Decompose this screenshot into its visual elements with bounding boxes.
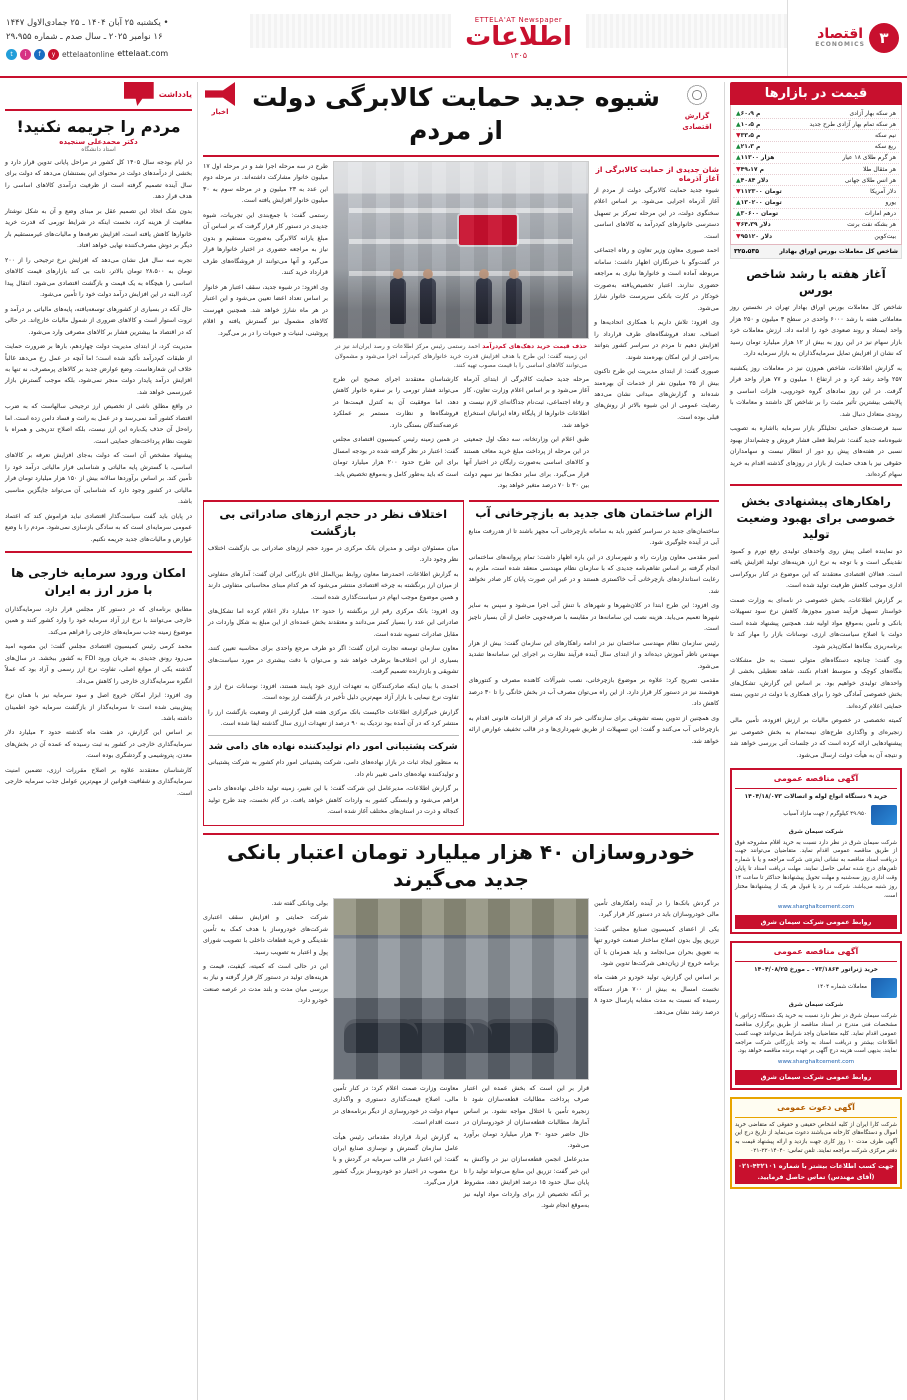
price-label: هر سکه تمام بهار آزادی طرح جدید [809,120,896,128]
price-row [733,231,899,241]
feature-para: به گزارش ایرنا، قرارداد مقدماتی رئیس هیأت عامل سازمان گسترش و نوسازی صنایع ایران گفت: این اعتبار در قالب سرمایه در گردش و با نرخ مصوب در اختیار دو خودروساز بزرگ کشور قرار می‌گیرد. [332,1133,459,1187]
lead-photo [333,161,589,339]
trend-up-icon: ▲ [736,176,741,184]
left-story-2-para: وی افزود: ابزار امکان خروج اصل و سود سرمایه نیز با همان نرخ پیش‌بینی شده است تا سرمایه‌گذار از بازگشت سرمایه خود اطمینان داشته باشد. [5,692,192,722]
advertisement-tender-1 [730,768,902,934]
editorial-para: مدیریت کرد، از ابتدای مدیریت دولت چهاردهم، بارها بر ضرورت حمایت از طبقات کم‌درآمد تأکید شده است؛ اما آنچه در عمل رخ می‌دهد غالباً خلاف این شعارهاست. وضع عوارض جدید بر کالاهای پرمصرف، نه تنها به افزایش درآمد پایدار دولت منجر نمی‌شود، بلکه موجب گسترش بازار غیررسمی خواهد شد. [5,343,192,396]
price-value: ۴۹،۱۷ م [740,165,765,173]
right-story-2-para: بر گزارش اطلاعات، بخش خصوصی در نامه‌ای به وزارت صمت خواستار تسهیل فرآیند صدور مجوزها، کاهش نرخ سود تسهیلات بانکی و تأمین به‌موقع مواد اولیه شد. همچنین پیشنهاد شده است دولت با اصلاح سیاست‌های ارزی، نوسانات بازار را مهار کند تا برنامه‌ریزی بنگاه‌ها امکان‌پذیر شود. [730,596,902,650]
trend-up-icon: ▲ [736,154,741,162]
price-value: ۹۵۱۲۰ دلار [740,232,773,240]
ad-body: شرکت کارا ایران از کلیه اشخاص حقیقی و حقوقی که متقاضی خرید اموال و دستگاه‌های کارخانه می‌باشند دعوت می‌نماید از تاریخ درج این آگهی ظرف مدت ۱۰ روز کاری جهت بازدید و ارائه پیشنهاد قیمت به دفتر مرکزی شرکت مراجعه نمایند. تلفن تماس: ۲۲۰۱۴۰۴۰-۰۲۱ [735,1121,898,1155]
ad-body: شرکت سیمان شرق در نظر دارد نسبت به خرید اقلام مشروحه فوق از طریق مناقصه عمومی اقدام نماید. متقاضیان می‌توانند جهت دریافت اسناد مناقصه به نشانی اینترنتی شرکت مراجعه و یا با شماره تلفن‌های درج شده تماس حاصل نمایند. مهلت دریافت اسناد تا پایان وقت اداری روز سه‌شنبه و مهلت تحویل پیشنهادها حداکثر تا ساعت ۱۴ روز شنبه می‌باشد. شرکت در رد یا قبول هر یک از پیشنهادها مختار است. [735,839,897,900]
telegram-icon[interactable]: t [6,49,17,60]
feature-para: بولی وبانکی گفته شد. [271,899,328,907]
editorial-para: در پایان باید گفت سیاست‌گذار اقتصادی نباید فراموش کند که اعتماد عمومی سرمایه‌ای است که به سادگی بازسازی نمی‌شود. مردم را با وضع عوارض و مالیات‌های جدید جریمه نکنیم. [5,512,192,543]
company-logo-icon [871,805,897,825]
story-para: امیر مقدمی معاون وزارت راه و شهرسازی در این باره اظهار داشت: تمام پروانه‌های ساختمانی انجام گرفته بر اساس تفاهم‌نامه جدیدی که با سازمان نظام مهندسی منعقد شده است، ملزم به رعایت استانداردهای بازچرخانی آب خاکستری هستند و در غیر این صورت پایان کار صادر نخواهد شد. [468,553,719,595]
trend-up-icon: ▲ [736,199,741,207]
index-value: ۳۲۵،۵۳۵ [734,248,760,256]
masthead [0,0,907,78]
trend-up-icon: ▲ [736,210,741,218]
feature-para: یکی از اعضای کمیسیون صنایع مجلس گفت: تزریق پول بدون اصلاح ساختار صنعت خودرو تنها به تعویق بحران می‌انجامد و باید همزمان با آن برنامه خروج از زیان‌دهی شرکت‌ها تدوین شود. [594,925,719,967]
price-value: ۴۰۸۴ دلار [740,176,769,184]
feature-para: شرکت حمایتی و افزایش سقف اعتباری شرکت‌های خودروساز با هدف کمک به تأمین نقدینگی و خرید قطعات داخلی با تصویب شورای پول و اعتبار به تصویب رسید. [203,914,328,956]
masthead-logo-area [250,0,787,76]
editorial-para: در واقع مطلق ناشی از تخصیص ارز ترجیحی سالهاست که به ضرب اقتصاد کشور آمد نمی‌رسد و در عمل به رانت و فساد دامن زده است. اما راه‌حل آن حذف یک‌باره این ارز نیست، بلکه اصلاح تدریجی و همراه با تقویت نظام پرداخت‌های حمایتی است. [5,403,192,445]
ad-tender-line: ۴۹،۹۵۰ کیلوگرم / جهت مازاد آسیاب [783,811,867,818]
lead-col3-para: صبوری گفت: از ابتدای مدیریت این طرح تاکنون بیش از ۲۵ میلیون نفر از خدمات آن بهره‌مند شده‌اند و گزارش‌های میدانی نشان می‌دهد رضایت عمومی از این شیوه بالاتر از روش‌های قبلی بوده است. [594,368,719,421]
logo-crest-text: ETTELA'AT Newspaper [474,15,563,24]
company-logo-icon [871,978,897,998]
feature-para: معاونت وزارت صمت اعلام کرد: در کنار تأمین مالی، اصلاح قیمت‌گذاری دستوری و واگذاری سهام دولت در خودروسازی از دیگر برنامه‌های در دست اقدام است. [332,1084,459,1127]
price-row [733,164,899,175]
right-story-1-para: به گزارش اطلاعات، شاخص هم‌وزن نیز در معاملات روز یکشنبه ۲۵۷ واحد رشد کرد و در ارتفاع ۱ میلیون و ۷۷ هزار واحد قرار گرفت. در این روز نمادهای گروه خودرویی، فلزات اساسی و پالایشی بیشترین تأثیر مثبت را بر شاخص کل داشتند و معاملات با روندی متعادل دنبال شد. [730,364,902,418]
report-swirl-icon [682,82,712,108]
index-label: شاخص کل معاملات بورس اوراق بهادار [779,248,898,256]
price-row [733,209,899,220]
feature-para: در گردش بانک‌ها را در آینده راهکارهای تأمین مالی خودروسازان باید در دستور کار قرار گیرد. [594,899,719,919]
newspaper-logo [451,14,586,62]
news-badge [203,82,237,116]
trend-up-icon: ▲ [736,120,741,128]
story-para: میان مسئولان دولتی و مدیران بانک مرکزی در مورد حجم ارزهای صادراتی بی بازگشت اختلاف نظر وجود دارد. [208,544,459,564]
price-value: ۱۱۳۰۰ هزار [740,154,775,162]
right-story-2-para: کمیته تخصصی در خصوص مالیات بر ارزش افزوده، تأمین مالی زنجیره‌ای و واگذاری طرح‌های نیمه‌تمام به بخش خصوصی نیز پیشنهادهایی ارائه کرده است که در جلسات آتی بررسی خواهد شد و نتیجه آن به هیأت دولت ارسال می‌شود. [730,717,902,759]
story-para: معاون سازمان توسعه تجارت ایران گفت: اگر دو طرف مرجع واحدی برای محاسبه تعیین کنند، بسیاری از این اختلاف‌ها برطرف خواهد شد و می‌توان با دقت بیشتری در مورد سیاست‌های تشویقی و بازدارنده تصمیم گرفت. [208,645,459,676]
instagram-icon[interactable]: i [20,49,31,60]
price-row [733,119,899,130]
feature-headline: خودروسازان ۴۰ هزار میلیارد تومان اعتبار بانکی جدید می‌گیرند [226,839,696,891]
left-column [5,82,192,1400]
story-export-currency [203,500,464,825]
facebook-icon[interactable]: f [34,49,45,60]
editorial-kicker: یادداشت [158,89,192,99]
secondary-stories-row [203,500,719,825]
ad-subtitle: خرید ژنراتور ۰۷۳/۱۸۶۴ ـ مورخ ۱۴۰۴/۰۸/۲۵ [753,966,878,974]
story-title: الزام ساختمان های جدید به بازچرخانی آب [475,506,713,521]
prices-title: قیمت در بازارها [730,82,902,105]
lead-col2-para: کارشناسان معتقدند اجرای صحیح این طرح می‌تواند فشار تورمی را بر سفره خانوار کاهش دهد، اما موفقیت آن به کنترل قیمت‌ها در فروشگاه‌ها و نظارت مستمر بر عملکرد عرضه‌کنندگان بستگی دارد. [332,375,459,429]
lead-col3-para: وی افزود: تلاش داریم با همکاری اتحادیه‌ها و اصناف، تعداد فروشگاه‌های طرف قرارداد را افزایش دهیم تا مردم در سراسر کشور بتوانند به‌راحتی از این امکان بهره‌مند شوند. [594,319,719,361]
story-para: رئیس سازمان نظام مهندسی ساختمان نیز در ادامه راهکارهای این سازمان گفت: بیش از هزار مهندس ناظر آموزش دیده‌اند و از ابتدای سال آینده فرآیند نظارت بر اجرای این سامانه‌ها تشدید می‌شود. [468,639,719,670]
lead-col2-para: طبق اعلام این وزارتخانه، سه دهک اول جمعیتی در این مرحله از پرداخت مبلغ خرید معاف هستند و کالاهای اساسی به‌صورت رایگان در اختیار آنها قرار می‌گیرد. برای سایر دهک‌ها نیز سهم دولت بین ۳۰ تا ۷۰ درصد متغیر خواهد بود. [463,436,590,489]
price-value: ۶۰،۹ م [740,109,761,117]
section-title-fa: اقتصاد [817,26,864,42]
caption-text: احمد رستمی رئیس مرکز اطلاعات و رصد ایران‌اند نیز در این زمینه گفت: این طرح با هدف افزایش قدرت خرید خانوارهای کم‌درآمد اجرا می‌شود و مشمولان می‌توانند کالاهای اساسی را با قیمت مصوب تهیه کنند. [334,343,588,370]
main-column [203,82,719,1400]
prices-widget [730,82,902,259]
editorial-para: بدون شک اتخاذ این تصمیم عقل بر مبنای وضع و آن به شکل نوشتار معافیت از هزینه کرد، نخست اینکه در شرایط تورمی که قدرت خرید خانوارها کاهش یافته است، افزایش تعرفه‌ها و مالیات‌های غیرمستقیم بار دیگر بر دوش مصرف‌کننده نهایی خواهد افتاد. [5,207,192,250]
price-row [733,198,899,209]
ad-title: آگهی دعوت عمومی [735,1102,897,1118]
ad-header-row [735,805,897,825]
lead-col1-para: رستمی گفت: با جمع‌بندی این تجربیات، شیوه جدیدی در دستور کار قرار گرفت که بر اساس آن مبلغ یارانه کالابرگی به‌صورت مستقیم و بدون نیاز به مراجعه حضوری در اختیار خانوارها قرار می‌گیرد و آنها می‌توانند از فروشگاه‌های طرف قرارداد خرید کنند. [203,211,328,277]
ad-title: آگهی مناقصه عمومی [735,773,897,789]
trend-down-icon: ▼ [736,221,741,229]
feature-automakers [203,833,719,1215]
price-label: دلار آمریکا [870,187,896,195]
ad-company-name: شرکت سیمان شرق [788,1001,844,1008]
date-line-gregorian: ۱۶ نوامبر ۲۰۲۵ ـ سال صدم ـ شماره ۲۹،۹۵۵ [6,32,163,43]
ad-footer: روابط عمومی شرکت سیمان شرق [735,915,897,929]
note-pin-icon [124,82,154,106]
ad-tender-line: معاملات شماره ۱۴۰۴ [817,984,867,991]
story-para: به گزارش اطلاعات، احمدرضا معاون روابط بین‌الملل اتاق بازرگانی ایران گفت: آمارهای متفاوتی از میزان ارز برنگشته به چرخه اقتصادی منتشر می‌شود که هر کدام مبنای محاسباتی متفاوتی دارند و همین موضوع موجب ابهام در سیاست‌گذاری شده است. [208,570,459,601]
lead-photo-col [333,161,589,494]
megaphone-icon [205,82,235,106]
story-para: وی افزود: بانک مرکزی رقم ارز برنگشته را حدود ۱۲ میلیارد دلار اعلام کرده اما تشکل‌های صادراتی این عدد را بسیار کمتر می‌دانند و معتقدند بخش عمده‌ای از این مبلغ به شکل واردات در مقابل صادرات تسویه شده است. [208,608,459,638]
price-row [733,220,899,231]
page-content [0,78,907,1400]
price-row [733,186,899,197]
lead-col-3 [594,161,719,494]
lead-article-grid [203,161,719,494]
price-label: هر سکه بهار آزادی [849,109,896,117]
right-story-1-title: آغاز هفته با رشد شاخص بورس [746,267,886,298]
price-row [733,130,899,141]
right-story-2-para: دو نماینده اصلی پیش روی واحدهای تولیدی رفع تورم و کمبود نقدینگی است و با توجه به نرخ ارز، هزینه‌های تولید افزایش یافته است. فعالان اقتصادی معتقدند که این موضوع در کنار بروکراسی اداری موجب کاهش ظرفیت تولید شده است. [730,547,902,590]
left-story-2-para: کارشناسان معتقدند علاوه بر اصلاح مقررات ارزی، تضمین امنیت سرمایه‌گذاری و شفافیت قوانین از مهم‌ترین عوامل جذب سرمایه خارجی است. [5,766,192,797]
website-url[interactable]: ettelaat.com [117,49,169,59]
section-title-en: ECONOMICS [815,41,865,49]
lead-headline: شیوه جدید حمایت کالابرگی دولت از مردم [252,83,660,145]
logo-founding-year: ۱۳۰۵ [509,51,528,61]
news-badge-label: اخبار [211,108,229,116]
social-links[interactable] [6,48,240,60]
story-title: اختلاف نظر در حجم ارزهای صادراتی بی بازگشت [219,507,448,538]
sub-story-para: بر گزارش اطلاعات، مدیرعامل این شرکت گفت: با این تغییر، زمینه تولید داخلی نهاده‌های دامی فراهم می‌شود و وابستگی کشور به واردات کاهش خواهد یافت. در گام نخست، چند طرح تولید کنجاله و ذرت در استان‌های مختلف آغاز شده است. [208,785,459,816]
ad-header-row [735,978,897,998]
story-para: وی افزود: این طرح ابتدا در کلان‌شهرها و شهرهای با تنش آبی اجرا می‌شود و سپس به سایر شهرها تعمیم می‌یابد. هزینه نصب این سامانه‌ها در مقایسه با صرفه‌جویی حاصل از آن بسیار ناچیز است. [468,602,719,633]
ad-subtitle: خرید ۹ دستگاه انواع لوله و اتصالات ۱۴۰۴/۱۸/۰۷۳ [744,792,888,800]
editorial-header [5,82,192,111]
youtube-icon[interactable]: y [48,49,59,60]
price-label: بیت‌کوین [874,232,896,240]
feature-col-1 [203,898,328,1215]
feature-para: این در حالی است که کمیته، کیفیت، قیمت و هزینه‌های تولید در دستور کار قرار گرفته و نیاز به بررسی میان مدت و بلند مدت در عرصه صنعت خودرو دارد. [203,962,328,1005]
right-column [730,82,902,1400]
feature-photo [333,898,589,1080]
left-story-2-para: مطابق برنامه‌ای که در دستور کار مجلس قرار دارد، سرمایه‌گذاران خارجی می‌توانند با نرخ ارز آزاد سرمایه خود را وارد کشور کنند و همین موضوع زمینه جذب سرمایه‌های خارجی را فراهم می‌کند. [5,605,192,636]
price-row [733,108,899,119]
social-handle[interactable]: ettelaatonline [62,49,115,59]
advertisement-tender-2 [730,941,902,1089]
left-story-2 [5,551,192,799]
left-story-2-para: محمد کرمی رئیس کمیسیون اقتصادی مجلس گفت: این مصوبه امید می‌رود رونق جدیدی به جریان ورود FDI به کشور ببخشد. در سال‌های گذشته یکی از موانع اصلی، تفاوت نرخ ارز رسمی و آزاد بود که عملاً انگیزه سرمایه‌گذاری خارجی را کاهش می‌داد. [5,643,192,685]
divider [208,735,459,736]
price-row [733,142,899,153]
photo-store-sign [459,215,517,245]
column-divider [724,82,725,1400]
right-story-1-para: شاخص کل معاملات بورس اوراق بهادار تهران در نخستین روز معاملاتی هفته با رشد ۶۰۰۰ واحدی در سطح ۳ میلیون و ۲۵۰ هزار واحد ایستاد و روند صعودی خود را ادامه داد. ارزش معاملات خرد بازار سهام نیز در این روز به بیش از ۱۲ هزار میلیارد تومان رسید که نشان از افزایش تمایل سرمایه‌گذاران به بازار سرمایه دارد. [730,304,903,358]
story-para: مقدمی تصریح کرد: علاوه بر موضوع بازچرخانی، نصب شیرآلات کاهنده مصرف و کنتورهای هوشمند نیز در دستور کار قرار دارد. از این راه می‌توان مصرف آب در بخش خانگی را تا ۳۰ درصد کاهش داد. [468,677,719,708]
feature-photo-col [333,898,589,1215]
trend-down-icon: ▼ [736,187,741,195]
lead-headline-row [203,82,719,151]
masthead-section [787,0,907,76]
price-value: ۳۳،۵ م [740,131,761,139]
ad-footer: جهت کسب اطلاعات بیشتر با شماره ۴۳۲۱۰۱-۰۲۱ (آقای مهندس) تماس حاصل فرمایید. [735,1159,897,1184]
ad-title: آگهی مناقصه عمومی [735,946,897,962]
price-row [733,153,899,164]
feature-para: بر اساس این گزارش، تولید خودرو در هفت ماه نخست امسال به بیش از ۷۰۰ هزار دستگاه رسیده که نسبت به مدت مشابه پارسال حدود ۸ درصد رشد نشان می‌دهد. [594,974,719,1016]
page-number: ۳ [869,23,899,53]
ad-company-name: شرکت سیمان شرق [788,828,844,835]
price-value: ۱۰،۵ م [740,120,761,128]
sub-story-title: شرکت پشتیبانی امور دام تولیدکننده نهاده های دامی شد [208,741,458,752]
price-label: هر گرم طلای ۱۸ عیار [842,154,896,162]
ad-footer: روابط عمومی شرکت سیمان شرق [735,1070,897,1084]
price-value: ۶۴،۳۹ دلار [740,221,771,229]
advertisement-public-invite [730,1097,902,1189]
editorial-para: پیشنهاد مشخص آن است که دولت به‌جای افزایش تعرفه بر کالاهای اساسی، با گسترش پایه مالیاتی و شناسایی فرار مالیاتی درآمد خود را تأمین کند. بر اساس برآوردها سالانه بیش از ۱۵۰ هزار میلیارد تومان فرار مالیاتی در کشور وجود دارد که شناسایی آن می‌تواند جایگزین مناسبی باشد. [5,452,193,506]
divider [730,484,902,486]
report-tag-label: گزارش اقتصادی [682,112,712,131]
price-label: هر مثقال طلا [863,165,896,173]
report-tag [675,82,719,132]
ad-website[interactable]: www.sharghaltcement.com [777,1059,855,1066]
divider [203,155,719,157]
story-para: گزارش خبرگزاری اطلاعات حاکیست بانک مرکزی هفته قبل گزارشی از وضعیت بازگشت ارز را منتشر کرد که در آن آمده بود نزدیک به ۹۰ درصد از تعهدات ارزی سال گذشته ایفا شده است. [208,708,459,728]
price-label: نیم سکه [875,131,896,139]
price-label: یورو [885,199,896,207]
story-para: احمدی با بیان اینکه صادرکنندگان به تعهدات ارزی خود پایبند هستند، افزود: نوسانات نرخ ارز و تفاوت نرخ نیمایی با بازار آزاد مهم‌ترین دلیل تأخیر در بازگشت ارز بوده است. [208,682,459,702]
right-story-2-title: راهکارهای پیشنهادی بخش خصوصی برای بهبود وضعیت تولید [736,494,896,541]
trend-down-icon: ▼ [736,232,741,240]
story-para: ساختمان‌های جدید در سراسر کشور باید به سامانه بازچرخانی آب مجهز باشند تا از هدررفت منابع آبی در آینده جلوگیری شود. [468,527,719,547]
lead-col1-para: طرح در سه مرحله اجرا شد و در مرحله اول ۱۷ میلیون خانوار مشارکت داشته‌اند. در مرحله دوم این عدد به ۲۳ میلیون و در مرحله سوم به ۳۰ میلیون خانوار افزایش یافته است. [203,163,328,205]
lead-col3-para: احمد صبوری معاون وزیر تعاون و رفاه اجتماعی در گفت‌وگو با خبرنگاران اظهار داشت: سامانه مربوطه آماده است و خانوارها نیازی به مراجعه حضوری ندارند. اعتبار تخصیص‌یافته به‌صورت خودکار در کارت بانکی سرپرست خانوار شارژ می‌شود. [594,247,719,312]
right-story-1-para: سبد فرصت‌های حمایتی تحلیلگر بازار سرمایه بااشاره به تصویب شیوه‌نامه جدید گفت: شرایط فعلی فشار فروش و چشم‌انداز بهبود نسبی در هفته‌های پیش رو دور از انتظار نیست و سهامداران حقوقی نیز با هدف حمایت از بازار در روزهای گذشته اقدام به خرید سهام کرده‌اند. [730,425,902,478]
editorial-affiliation: استاد دانشگاه [81,146,116,153]
feature-para: قرار بر این است که بخش عمده این اعتبار صرف پرداخت مطالبات قطعه‌سازان شود تا زنجیره تأمین با اختلال مواجه نشود. بر اساس آمارها، مطالبات قطعه‌سازان از خودروسازان در حال حاضر حدود ۳۰ هزار میلیارد تومان برآورد می‌شود. [463,1084,590,1149]
prices-footer [730,245,902,259]
editorial-para: تجربه سه سال قبل نشان می‌دهد که افزایش نرخ ترجیحی را از ۲۰۰ تومان به ۲۸،۵۰۰ تومان بالاتر، ثابت بی کند بازارهای قیمت کالاهای اساسی را هیچگاه به یک قیمت و بازگشت اقتصادی می‌شود. انتقال پیدا کرد، البته در این افزایش درآمد دولت خود را تأمین می‌شود. [5,256,192,299]
price-label: هر انس طلای جهانی [844,176,896,184]
price-value: ۲۱،۳ م [740,143,761,151]
feature-col-3 [594,898,719,1215]
date-line-solar: • یکشنبه ۲۵ آبان ۱۴۰۴ ـ ۲۵ جمادی‌الاول ۱۴۴۷ [6,18,169,29]
left-story-2-para: بر اساس این گزارش، در هفت ماه گذشته حدود ۲ میلیارد دلار سرمایه‌گذاری خارجی در کشور به ثبت رسیده که عمده آن در بخش‌های معدن، پتروشیمی و گردشگری بوده است. [5,729,192,760]
column-divider [197,82,198,1400]
right-story-2-para: وی گفت: چنانچه دستگاه‌های متولی نسبت به حل مشکلات بنگاه‌های کوچک و متوسط اقدام نکنند، شاهد تعطیلی بخشی از واحدهای تولیدی خواهیم بود. بر اساس این گزارش، تشکل‌های بخش خصوصی آمادگی خود را برای همکاری با دولت در تدوین بسته حمایتی اعلام کرده‌اند. [730,656,902,710]
lead-col3-kicker: شان جدیدی از حمایت کالابرگی از آغاز آذرماه [595,165,719,183]
price-value: ۳۰۶۰۰ تومان [740,210,779,218]
price-label: درهم امارات [864,210,896,218]
editorial-para: حال آنکه در بسیاری از کشورهای توسعه‌یافته، پایه‌های مالیاتی بر درآمد و ثروت استوار است و کالاهای ضروری از شمول مالیات خارج‌اند. در حالی که در اقتصاد ما بیشترین فشار بر کالاهای مصرفی وارد می‌شود. [5,305,192,336]
caption-lead: حذف قیمت خرید دهک‌های کم‌درآمد [482,343,588,350]
price-label: ربع سکه [874,143,896,151]
lead-col2-para: مرحله جدید حمایت کالابرگی از ابتدای آذرماه آغاز می‌شود و بر اساس اعلام وزارت تعاون، کار و رفاه اجتماعی، ثبت‌نام جداگانه‌ای لازم نیست و اطلاعات خانوارها از پایگاه رفاه ایرانیان استخراج خواهد شد. [463,375,590,429]
lead-col2-para: در همین زمینه رئیس کمیسیون اقتصادی مجلس گفت: اعتبار در نظر گرفته شده در بودجه امسال برای این طرح حدود ۲۰۰ هزار میلیارد تومان است که باید به‌طور کامل و به‌موقع تخصیص یابد. [332,436,459,478]
story-para: وی همچنین از تدوین بسته تشویقی برای سازندگانی خبر داد که فراتر از الزامات قانونی اقدام به بازچرخانی آب می‌کنند و گفت: این تسهیلات از طریق شهرداری‌ها و در قالب تخفیف عوارض ارائه خواهد شد. [468,714,719,745]
feature-para: مدیرعامل انجمن قطعه‌سازان نیز در واکنش به این خبر گفت: تزریق این منابع می‌تواند تولید را تا پایان سال حدود ۱۵ درصد افزایش دهد، مشروط بر آنکه تخصیص ارز برای واردات مواد اولیه نیز به‌موقع انجام شود. [463,1156,590,1210]
masthead-date-block [0,0,250,76]
ad-website[interactable]: www.sharghaltcement.com [777,904,855,911]
lead-col3-para: شیوه جدید حمایت کالابرگی دولت از مردم از آغاز آذرماه اجرایی می‌شود. بر اساس اعلام سخنگوی دولت، در این مرحله تمرکز بر تسهیل دسترسی خانوارهای کم‌درآمد به کالاهای اساسی است. [594,187,719,240]
price-label: هر بشکه نفت برنت [847,221,896,229]
editorial-author: دکتر محمدعلی سنجیده [59,138,138,146]
lead-photo-caption [333,339,589,374]
ad-body: شرکت سیمان شرق در نظر دارد نسبت به خرید یک دستگاه ژنراتور با مشخصات فنی مندرج در اسناد مناقصه از طریق برگزاری مناقصه عمومی اقدام نماید. کلیه متقاضیان واجد شرایط می‌توانند جهت کسب اطلاعات بیشتر و دریافت اسناد به واحد بازرگانی شرکت مراجعه نمایند. بدیهی است هزینه درج آگهی بر عهده برنده مناقصه خواهد بود. [735,1012,897,1055]
price-value: ۱۱۲۳۰۰ تومان [740,187,782,195]
trend-down-icon: ▼ [736,165,741,173]
price-row [733,175,899,186]
prices-table [730,105,902,245]
trend-down-icon: ▼ [736,131,741,139]
story-water-recycling [469,500,720,825]
section-title [815,27,865,49]
trend-up-icon: ▲ [736,143,741,151]
lead-col1-para: وی افزود: در شیوه جدید، سقف اعتبار هر خانوار بر اساس تعداد اعضا تعیین می‌شود و این اعتبار در هر ماه شارژ خواهد شد. همچنین فهرست کالاهای مشمول نیز گسترش یافته و اقلام پروتئینی، لبنیات و حبوبات را در بر می‌گیرد. [203,283,328,337]
left-story-2-title: امکان ورود سرمایه خارجی ها با مزر ارز به ایران [11,566,186,598]
logo-wordmark: اطلاعات [465,21,572,52]
trend-up-icon: ▲ [736,109,741,117]
editorial-para: در ایام بودجه سال ۱۴۰۵ کل کشور در مراحل پایانی تدوین قرار دارد و بخشی از درآمدهای دولت در محتوای این بستنشان می‌دهد که دولت برای سال آینده تصمیم گرفته است از ظرفیت درآمدی کالاهای اساسی را هدف قرار دهد. [5,159,192,201]
price-value: ۱۳۰۲۰۰ تومان [740,199,782,207]
lead-col-1 [203,161,328,494]
editorial-title: مردم را جریمه نکنید! [16,117,181,136]
sub-story-para: به منظور ایجاد ثبات در بازار نهاده‌های دامی، شرکت پشتیبانی امور دام کشور به شرکت پشتیبانی و تولیدکننده نهاده‌های دامی تغییر نام داد. [208,759,459,778]
